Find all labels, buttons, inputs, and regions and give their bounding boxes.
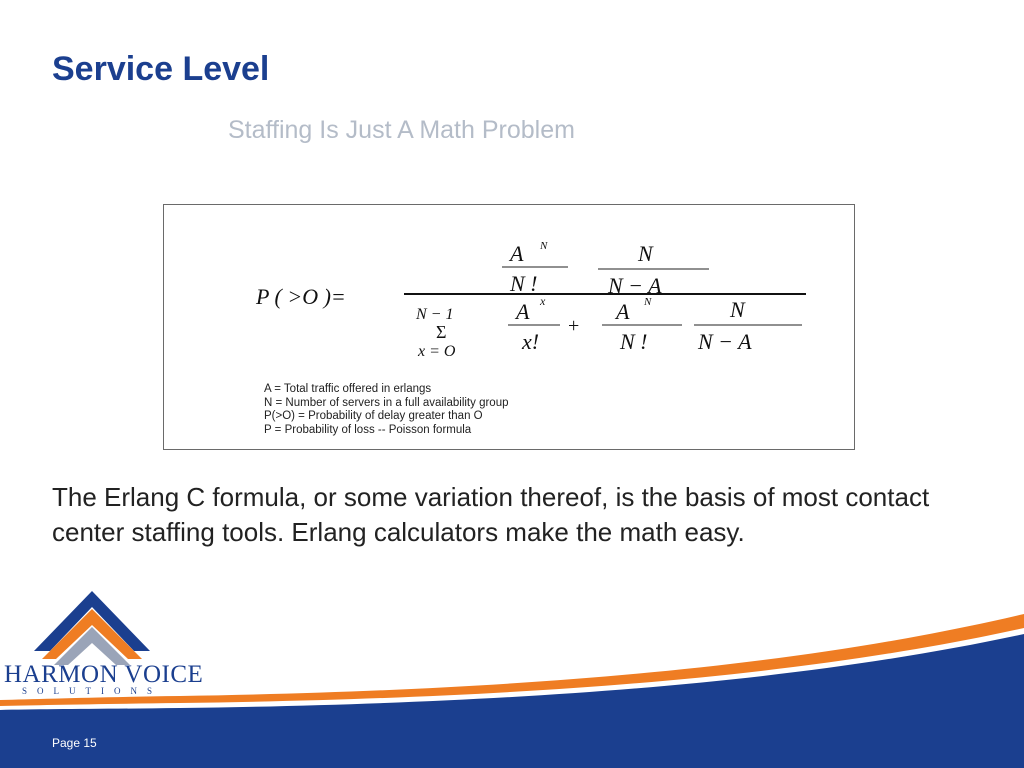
page-number: Page 15	[52, 736, 97, 750]
sum-lower: x = O	[418, 343, 456, 360]
slide-subtitle: Staffing Is Just A Math Problem	[228, 116, 575, 144]
den-frac3-top: N	[730, 297, 745, 322]
den-frac2-top-sup: N	[644, 296, 652, 308]
formula-legend	[264, 383, 508, 437]
den-frac1-bottom: x!	[522, 329, 540, 354]
sum-symbol: Σ	[436, 322, 447, 342]
num-frac2-bottom: N − A	[608, 273, 662, 298]
den-frac2-top: A	[616, 299, 630, 324]
num-frac1-bottom: N !	[510, 271, 538, 296]
num-frac1-top-sup: N	[540, 240, 548, 252]
erlang-c-formula-image	[163, 204, 855, 450]
formula-lhs: P ( >O )=	[256, 284, 346, 309]
logo-tagline: SOLUTIONS	[22, 686, 163, 696]
logo-name: HARMON VOICE	[4, 661, 204, 688]
den-frac3-bottom: N − A	[698, 329, 752, 354]
sum-upper: N − 1	[416, 306, 454, 323]
legend-line: N = Number of servers in a full availability group	[264, 396, 509, 409]
legend-line: P(>O) = Probability of delay greater than O	[264, 410, 483, 422]
num-frac1-top: A	[510, 241, 524, 266]
slide-title: Service Level	[52, 50, 270, 88]
slide-body-text: The Erlang C formula, or some variation thereof, is the basis of most contact center staffing tools. Erlang calculators make the math easy.	[52, 482, 930, 547]
den-frac1-top: A	[516, 299, 530, 324]
den-frac2-bottom: N !	[620, 329, 648, 354]
num-frac2-top: N	[638, 241, 653, 266]
legend-line: A = Total traffic offered in erlangs	[264, 383, 432, 395]
legend-line: P = Probability of loss -- Poisson formula	[264, 423, 472, 436]
den-plus: +	[568, 315, 580, 337]
den-frac1-top-sup: x	[540, 294, 546, 308]
harmon-voice-logo-mark	[0, 585, 190, 665]
